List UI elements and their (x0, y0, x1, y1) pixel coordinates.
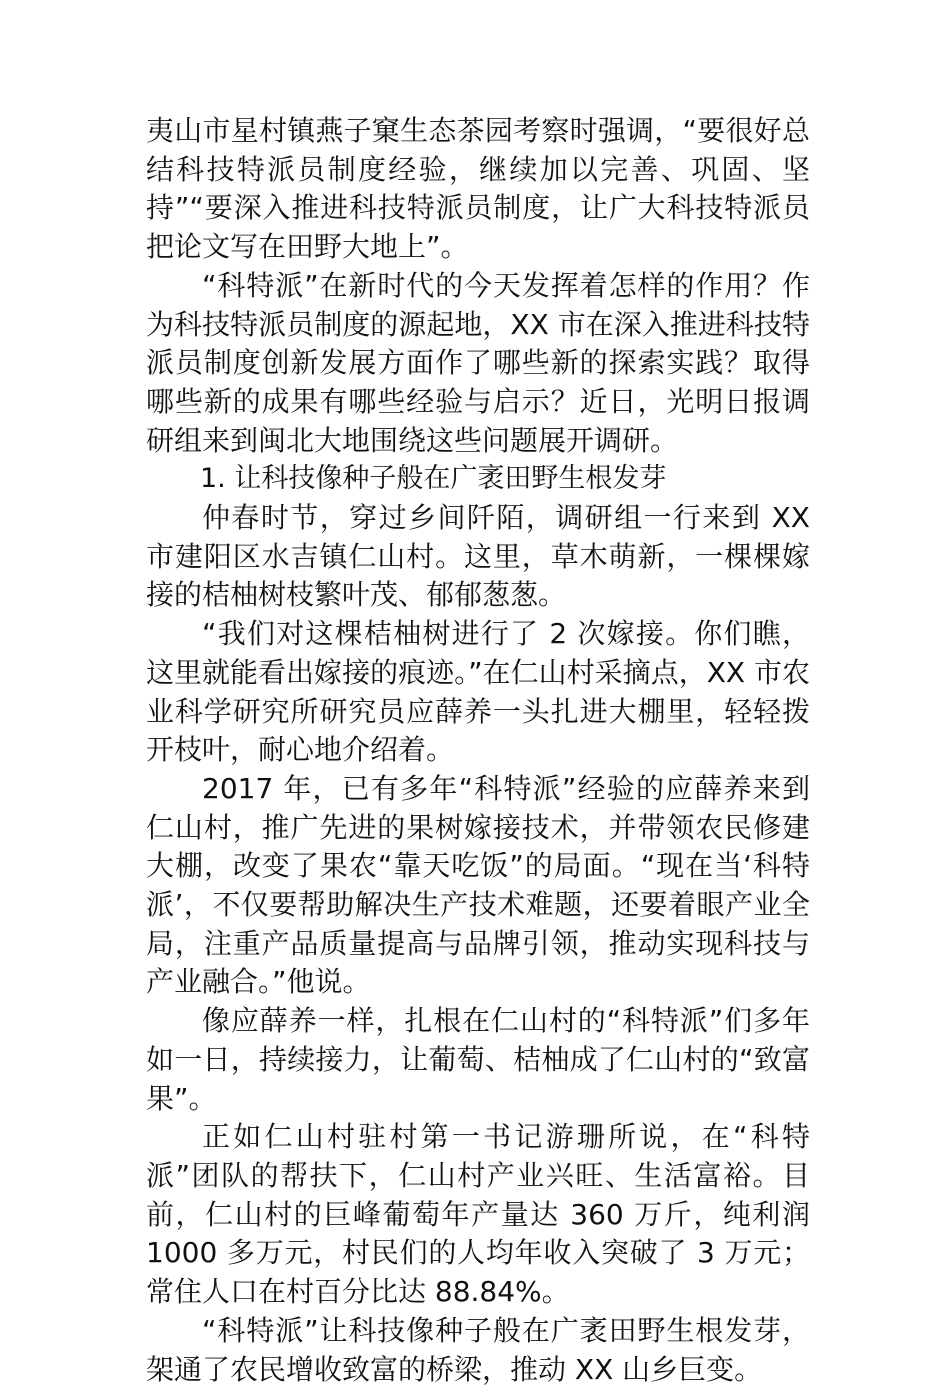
paragraph-questions: “科特派”在新时代的今天发挥着怎样的作用？作为科技特派员制度的源起地，XX 市在深入推进科技特派员制度创新发展方面作了哪些新的探索实践？取得哪些新的成果有哪些经验与启示？近日，光明日报调研组来到闽北大地围绕这些问题展开调研。 (146, 268, 810, 457)
paragraph-results: 正如仁山村驻村第一书记游珊所说，在“科特派”团队的帮扶下，仁山村产业兴旺、生活富裕。目前，仁山村的巨峰葡萄年产量达 360 万斤，纯利润 1000 多万元，村民们的人均年收入突破了 3 万元；常住人口在村百分比达 88.84%。 (146, 1120, 810, 1309)
section-heading: 1. 让科技像种子般在广袤田野生根发芽 (200, 463, 667, 495)
document-body (146, 112, 810, 1389)
paragraph-grafting-quote: “我们对这棵桔柚树进行了 2 次嫁接。你们瞧，这里就能看出嫁接的痕迹。”在仁山村采摘点，XX 市农业科学研究所研究员应薛养一头扎进大棚里，轻轻拨开枝叶，耐心地介绍着。 (146, 617, 810, 767)
paragraph-2017: 2017 年，已有多年“科特派”经验的应薛养来到仁山村，推广先进的果树嫁接技术，并带领农民修建大棚，改变了果农“靠天吃饭”的局面。“现在当‘科特派’，不仅要帮助解决生产技术难题，还要着眼产业全局，注重产品质量提高与品牌引领，推动实现科技与产业融合。”他说。 (146, 771, 810, 999)
paragraph-relay: 像应薛养一样，扎根在仁山村的“科特派”们多年如一日，持续接力，让葡萄、桔柚成了仁山村的“致富果”。 (146, 1004, 810, 1115)
paragraph-intro-continued: 夷山市星村镇燕子窠生态茶园考察时强调，“要很好总结科技特派员制度经验，继续加以完善、巩固、坚持”“要深入推进科技特派员制度，让广大科技特派员把论文写在田野大地上”。 (146, 114, 810, 264)
paragraph-conclusion: “科特派”让科技像种子般在广袤田野生根发芽，架通了农民增收致富的桥梁，推动 XX 山乡巨变。 (146, 1313, 810, 1386)
paragraph-renshan-village: 仲春时节，穿过乡间阡陌，调研组一行来到 XX 市建阳区水吉镇仁山村。这里，草木萌新，一棵棵嫁接的桔柚树枝繁叶茂、郁郁葱葱。 (146, 501, 810, 612)
